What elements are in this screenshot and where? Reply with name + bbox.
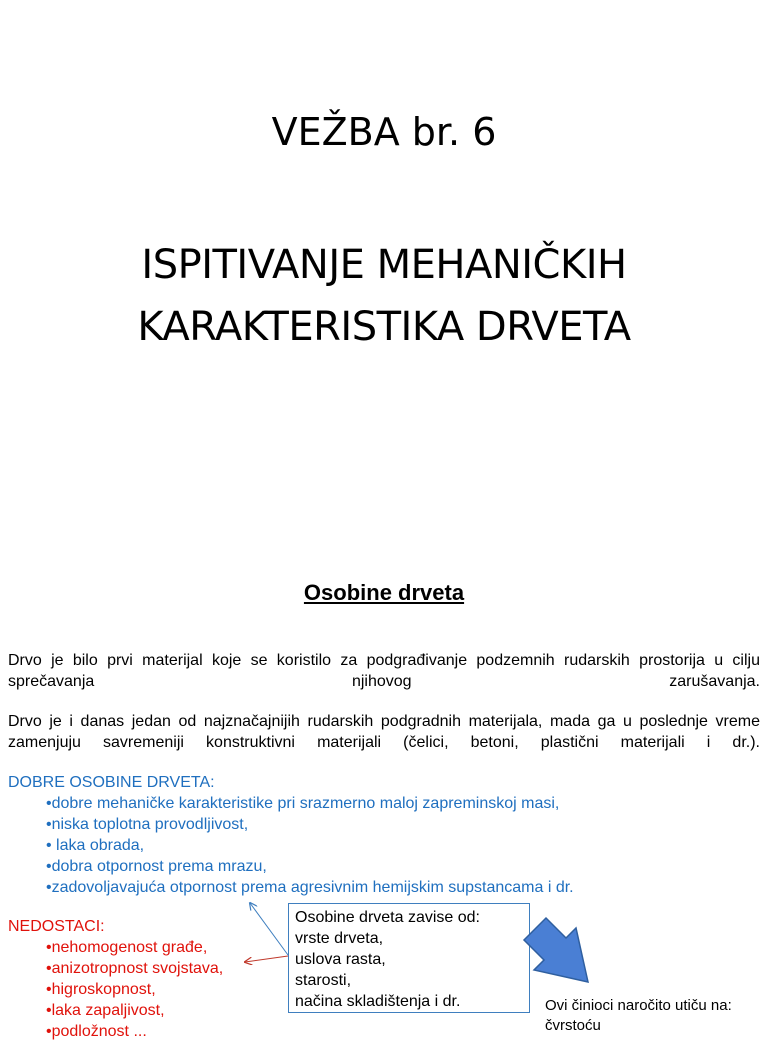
modern-materials-paragraph: Drvo je i danas jedan od najznačajnijih rudarskih podgradnih materijala, mada ga u poslednje vreme zamenjuju savremeniji konstruktivni materijali (čelici, betoni, plastični materijali i dr.).	[8, 713, 760, 751]
factors-box-line: starosti,	[295, 972, 352, 989]
drawbacks-list	[46, 937, 223, 1042]
list-item: •niska toplotna provodljivost,	[46, 816, 249, 833]
list-item: •podložnost ...	[46, 1023, 147, 1040]
list-item: •higroskopnost,	[46, 981, 156, 998]
list-item: •anizotropnost svojstava,	[46, 960, 224, 977]
down-right-arrow-icon	[524, 918, 588, 982]
drawbacks-heading: NEDOSTACI:	[8, 918, 105, 935]
section-heading: Osobine drveta	[303, 580, 465, 605]
factors-box-line: načina skladištenja i dr.	[295, 993, 461, 1010]
factors-note-line: Ovi činioci naročito utiču na:	[545, 997, 732, 1014]
factors-note	[545, 996, 732, 1036]
factors-note-line: čvrstoću	[545, 1017, 601, 1034]
good-properties-list	[46, 793, 574, 898]
list-item: •dobre mehaničke karakteristike pri srazmerno maloj zapreminskoj masi,	[46, 795, 560, 812]
list-item: •laka zapaljivost,	[46, 1002, 165, 1019]
slide-subtitle	[0, 234, 768, 358]
list-item: •dobra otpornost prema mrazu,	[46, 858, 267, 875]
factors-box-line: uslova rasta,	[295, 951, 386, 968]
good-properties-heading: DOBRE OSOBINE DRVETA:	[8, 774, 215, 791]
slide-title: VEŽBA br. 6	[271, 110, 497, 154]
intro-paragraph: Drvo je bilo prvi materijal koje se koristilo za podgrađivanje podzemnih rudarskih prostorija u cilju sprečavanja njihovog zarušavanja.	[8, 652, 760, 690]
list-item: • laka obrada,	[46, 837, 145, 854]
list-item: •zadovoljavajuća otpornost prema agresivnim hemijskim supstancama i dr.	[46, 879, 574, 896]
factors-box-line: vrste drveta,	[295, 930, 384, 947]
subtitle-line-2: KARAKTERISTIKA DRVETA	[137, 304, 631, 350]
factors-box-line: Osobine drveta zavise od:	[295, 909, 480, 926]
arrow-icon	[250, 903, 288, 955]
list-item: •nehomogenost građe,	[46, 939, 208, 956]
arrow-icon	[245, 956, 288, 962]
factors-box	[288, 903, 530, 1013]
subtitle-line-1: ISPITIVANJE MEHANIČKIH	[141, 242, 627, 288]
